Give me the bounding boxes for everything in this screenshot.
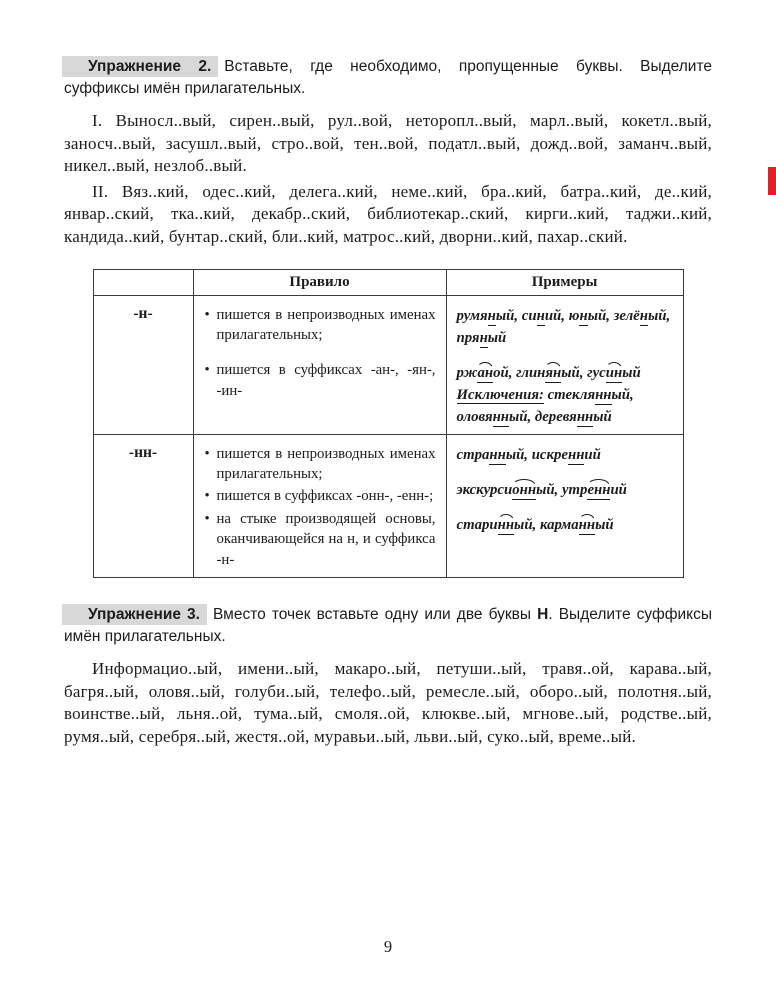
examples-nn — [446, 434, 683, 577]
example-line-exceptions: Исключения: стеклянный, оловянный, деревянный — [456, 387, 634, 426]
exercise-2-label: Упражнение 2. — [62, 56, 218, 77]
example-line: странный, искренний — [456, 446, 601, 463]
exercise-2-heading — [64, 56, 712, 100]
example-line: экскурсионный, утренний — [456, 481, 627, 498]
rules-nn — [193, 434, 446, 577]
suffix-n: -н- — [93, 295, 193, 434]
suffix-rule-table — [93, 269, 684, 578]
red-edge-marker — [768, 167, 776, 195]
table-row-n — [93, 295, 683, 434]
header-rule-column: Правило — [193, 269, 446, 295]
rule-item: • пишется в непроизводных именах прилагательных; — [204, 444, 436, 485]
table-row-nn — [93, 434, 683, 577]
exercise-3-heading — [64, 604, 712, 648]
example-line: ржаной, глиняный, гусиный — [456, 365, 641, 382]
page-number: 9 — [383, 937, 393, 956]
page-content — [64, 56, 712, 751]
exercise-3-section — [64, 604, 712, 748]
example-line: старинный, карманный — [456, 516, 614, 533]
exercise-2-word-list-2: II. Вяз..кий, одес..кий, делега..кий, неме..кий, бра..кий, батра..кий, де..кий, январ..ский, тка..кий, декабр..ский, библиотекар..ский, кирги..кий, таджи..кий, кандида..кий, бунтар..ский, бли..кий, матрос..кий, дворни..кий, пахар..ский. — [64, 181, 712, 247]
header-suffix-column — [93, 269, 193, 295]
rules-n — [193, 295, 446, 434]
exercise-2-section — [64, 56, 712, 249]
rule-item: • на стыке производящей основы, оканчивающейся на н, и суффикса -н- — [204, 509, 436, 570]
header-examples-column: Примеры — [446, 269, 683, 295]
exercise-3-instruction-letter: Н — [537, 606, 549, 624]
rule-item: • пишется в суффиксах -ан-, -ян-, -ин- — [204, 360, 436, 401]
exercise-2-word-list-1: I. Выносл..вый, сирен..вый, рул..вой, неторопл..вый, марл..вый, кокетл..вый, заносч..вый, засушл..вый, стро..вой, тен..вой, податл..вый, дожд..вой, заманч..вый, никел..вый, незлоб..вый. — [64, 111, 712, 176]
exercise-2-instruction: Вставьте, где необходимо, пропущенные буквы. Выделите суффиксы имён прилагательных. — [64, 58, 713, 97]
exercise-3-instruction-post: . Выделите суффиксы имён прилагательных. — [64, 606, 713, 646]
rule-item: • пишется в непроизводных именах прилагательных; — [204, 305, 436, 346]
exercise-3-instruction-pre: Вместо точек вставьте одну или две буквы — [213, 606, 538, 624]
rule-item: • пишется в суффиксах -онн-, -енн-; — [204, 486, 436, 506]
table-header-row — [93, 269, 683, 295]
example-line: румяный, синий, юный, зелёный, пряный — [456, 307, 671, 346]
suffix-nn: -нн- — [93, 434, 193, 577]
exercise-3-word-list: Информацио..ый, имени..ый, макаро..ый, петуши..ый, травя..ой, карава..ый, багря..ый, оловя..ый, голуби..ый, телефо..ый, ремесле..ый, оборо..ый, полотня..ый, воинстве..ый, льня..ой, тума..ый, смоля..ой, клюкве..ый, мгнове..ый, родстве..ый, румя..ый, серебря..ый, жестя..ой, муравьи..ый, льви..ый, суко..ый, време..ый. — [64, 659, 712, 746]
examples-n — [446, 295, 683, 434]
exercise-3-label: Упражнение 3. — [62, 604, 207, 625]
